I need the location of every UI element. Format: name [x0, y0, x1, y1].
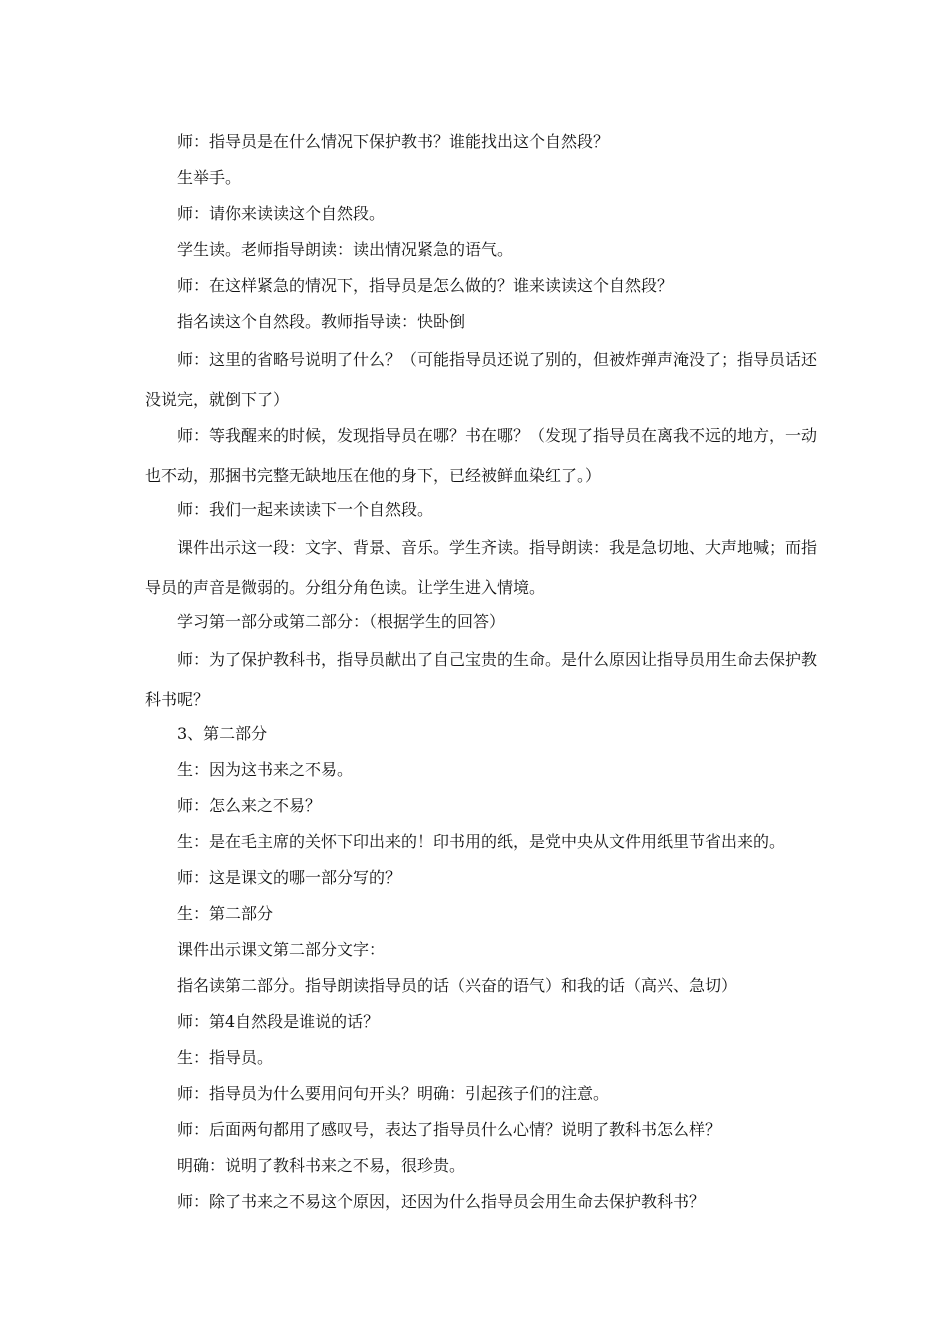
paragraph: 师：为了保护教科书，指导员献出了自己宝贵的生命。是什么原因让指导员用生命去保护教科书呢？ [145, 650, 818, 709]
paragraph: 师：在这样紧急的情况下，指导员是怎么做的？谁来读读这个自然段？ [177, 276, 674, 295]
paragraph: 师：这里的省略号说明了什么？（可能指导员还说了别的，但被炸弹声淹没了；指导员话还没说完，就倒下了） [145, 350, 818, 409]
paragraph: 生：指导员。 [177, 1048, 274, 1067]
paragraph: 师：第4自然段是谁说的话？ [177, 1012, 380, 1031]
paragraph: 师：指导员为什么要用问句开头？明确：引起孩子们的注意。 [177, 1084, 610, 1103]
paragraph: 生：第二部分 [177, 904, 274, 923]
paragraph: 课件出示这一段：文字、背景、音乐。学生齐读。指导朗读：我是急切地、大声地喊；而指导员的声音是微弱的。分组分角色读。让学生进入情境。 [145, 538, 818, 597]
paragraph: 生：因为这书来之不易。 [177, 760, 354, 779]
document-body [145, 124, 817, 1220]
paragraph: 生举手。 [177, 168, 242, 187]
paragraph: 明确：说明了教科书来之不易，很珍贵。 [177, 1156, 466, 1175]
paragraph: 师：指导员是在什么情况下保护教书？谁能找出这个自然段？ [177, 132, 610, 151]
paragraph: 师：我们一起来读读下一个自然段。 [177, 500, 434, 519]
paragraph: 学生读。老师指导朗读：读出情况紧急的语气。 [177, 240, 514, 259]
paragraph: 师：后面两句都用了感叹号，表达了指导员什么心情？说明了教科书怎么样？ [177, 1120, 722, 1139]
section-heading: 3、第二部分 [177, 724, 268, 743]
paragraph: 课件出示课文第二部分文字： [177, 940, 386, 959]
paragraph: 师：怎么来之不易？ [177, 796, 322, 815]
paragraph: 师：除了书来之不易这个原因，还因为什么指导员会用生命去保护教科书？ [177, 1192, 706, 1211]
paragraph: 指名读这个自然段。教师指导读：快卧倒 [177, 312, 466, 331]
paragraph: 师：这是课文的哪一部分写的？ [177, 868, 402, 887]
paragraph: 学习第一部分或第二部分：（根据学生的回答） [177, 612, 506, 631]
paragraph: 指名读第二部分。指导朗读指导员的话（兴奋的语气）和我的话（高兴、急切） [177, 976, 738, 995]
paragraph: 生：是在毛主席的关怀下印出来的！印书用的纸，是党中央从文件用纸里节省出来的。 [177, 832, 786, 851]
paragraph: 师：请你来读读这个自然段。 [177, 204, 386, 223]
paragraph: 师：等我醒来的时候，发现指导员在哪？书在哪？（发现了指导员在离我不远的地方，一动也不动，那捆书完整无缺地压在他的身下，已经被鲜血染红了。） [145, 426, 818, 485]
